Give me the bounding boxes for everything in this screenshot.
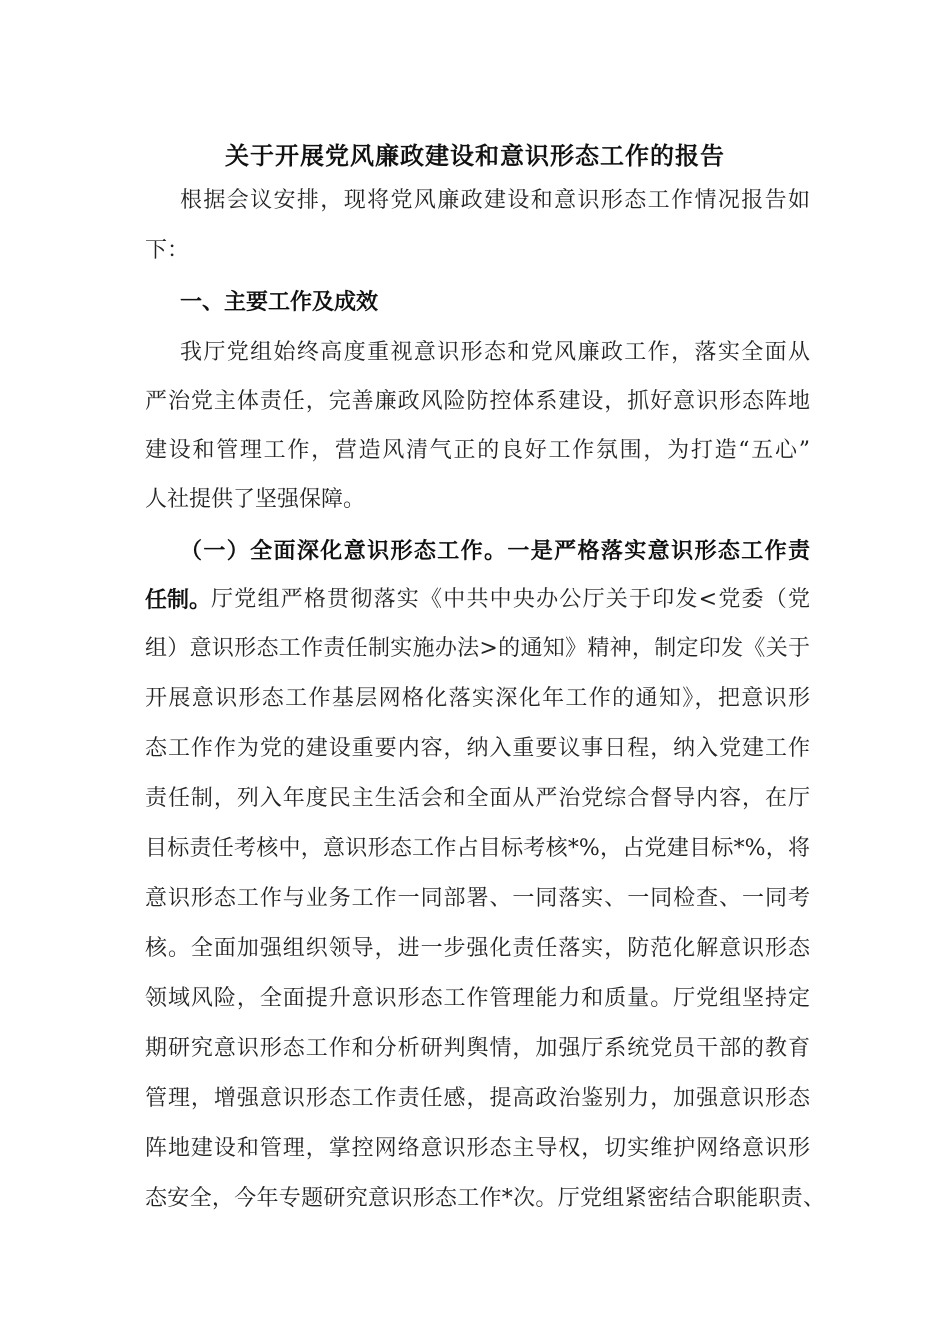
paragraph-line: 人社提供了坚强保障。 — [145, 487, 366, 512]
paragraph-line: 期研究意识形态工作和分析研判舆情，加强厅系统党员干部的教育 — [145, 1036, 810, 1061]
paragraph-line: 建设和管理工作，营造风清气正的良好工作氛围，为打造“五心” — [145, 438, 810, 463]
paragraph-line: 态工作作为党的建设重要内容，纳入重要议事日程，纳入党建工作 — [145, 736, 810, 761]
document-title: 关于开展党风廉政建设和意识形态工作的报告 — [225, 141, 725, 170]
paragraph-line: 严治党主体责任，完善廉政风险防控体系建设，抓好意识形态阵地 — [145, 389, 810, 414]
paragraph-line-rest: 厅党组严格贯彻落实《中共中央办公厅关于印发<党委（党 — [211, 587, 810, 612]
paragraph-line: 意识形态工作与业务工作一同部署、一同落实、一同检查、一同考 — [145, 886, 810, 911]
paragraph-line — [145, 585, 810, 615]
paragraph-line: 目标责任考核中，意识形态工作占目标考核*%，占党建目标*%，将 — [145, 836, 810, 861]
paragraph-line: 开展意识形态工作基层网格化落实深化年工作的通知》，把意识形 — [145, 686, 810, 711]
bold-lead: 任制。 — [145, 587, 212, 613]
subsection-heading: （一）全面深化意识形态工作。一是严格落实意识形态工作责 — [180, 538, 810, 564]
paragraph-line: 我厅党组始终高度重视意识形态和党风廉政工作，落实全面从 — [180, 340, 810, 365]
paragraph-line: 态安全，今年专题研究意识形态工作*次。厅党组紧密结合职能职责、 — [145, 1186, 825, 1211]
paragraph-line: 组）意识形态工作责任制实施办法>的通知》精神，制定印发《关于 — [145, 636, 810, 661]
paragraph-line: 下： — [145, 238, 190, 263]
paragraph-line: 根据会议安排，现将党风廉政建设和意识形态工作情况报告如 — [180, 188, 810, 213]
paragraph-line: 阵地建设和管理，掌控网络意识形态主导权，切实维护网络意识形 — [145, 1136, 810, 1161]
paragraph-line: 责任制，列入年度民主生活会和全面从严治党综合督导内容，在厅 — [145, 786, 810, 811]
paragraph-line: 管理，增强意识形态工作责任感，提高政治鉴别力，加强意识形态 — [145, 1086, 810, 1111]
paragraph-line: 领域风险，全面提升意识形态工作管理能力和质量。厅党组坚持定 — [145, 986, 810, 1011]
paragraph-line: 核。全面加强组织领导，进一步强化责任落实，防范化解意识形态 — [145, 936, 810, 961]
section-heading: 一、主要工作及成效 — [180, 289, 379, 315]
